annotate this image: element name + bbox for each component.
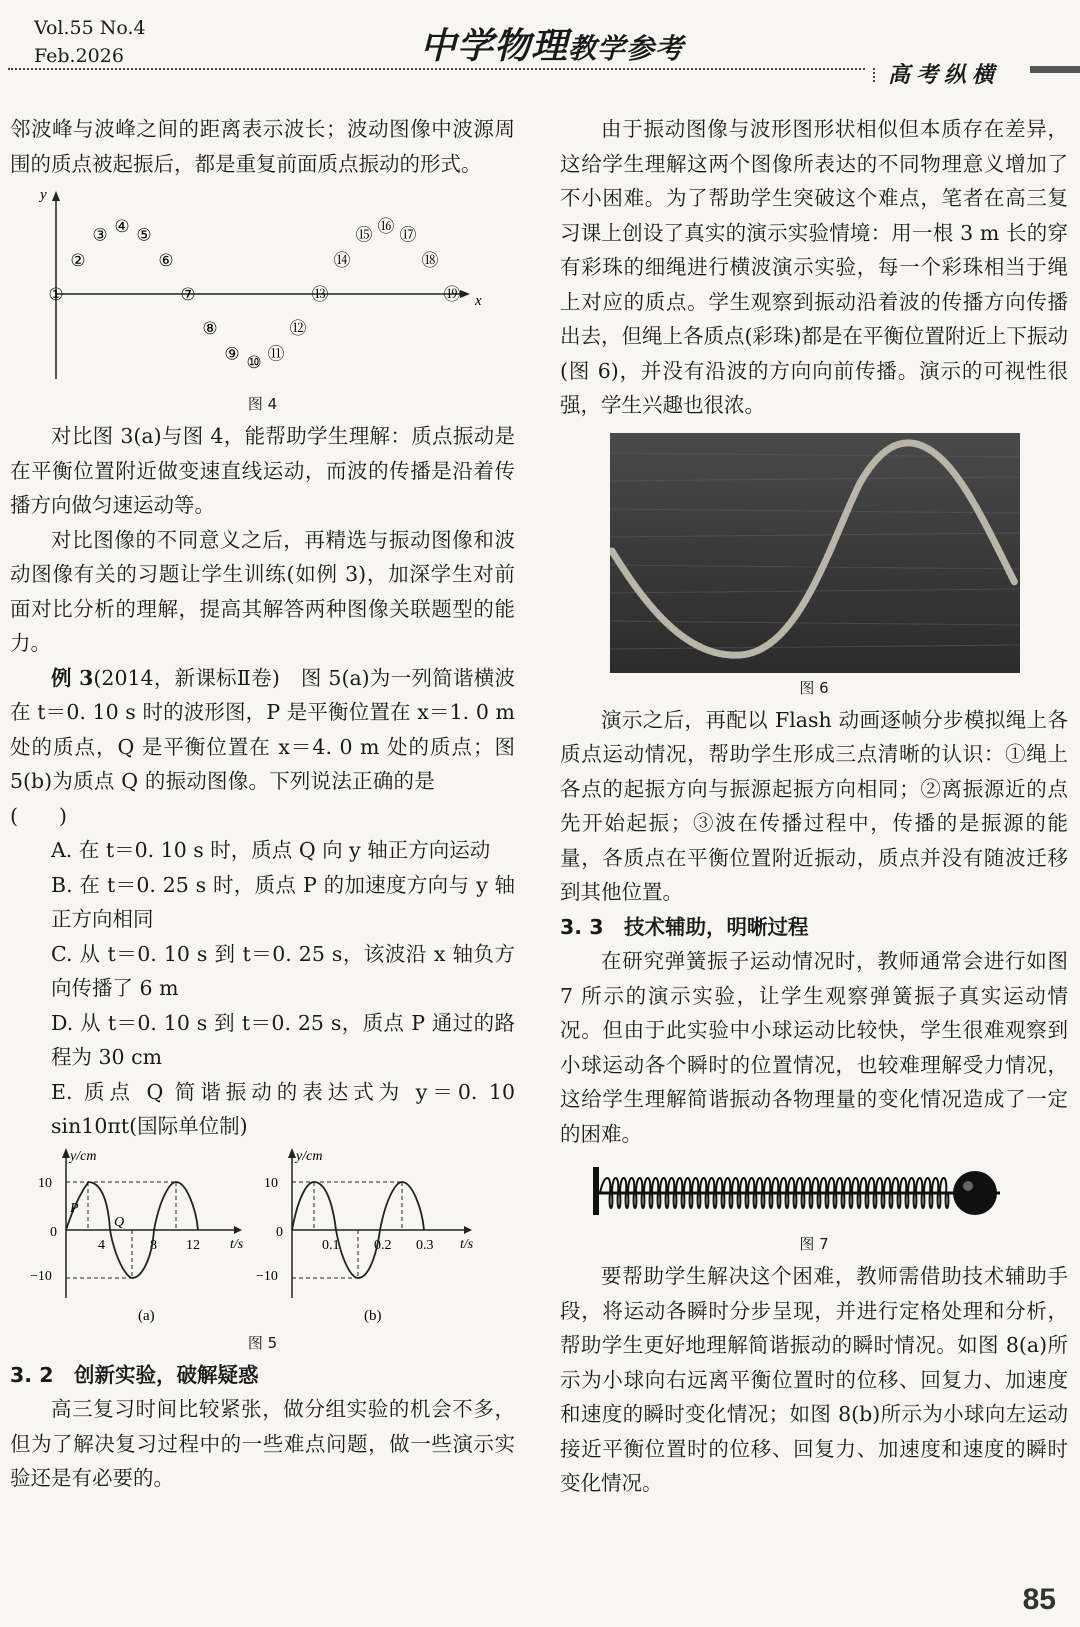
option-a: A. 在 t＝0. 10 s 时，质点 Q 向 y 轴正方向运动 <box>51 838 491 862</box>
fig4-particle: ⑲ <box>443 285 461 304</box>
section-bar <box>1030 66 1080 73</box>
fig4-particle: ④ <box>114 217 130 236</box>
figure-5 <box>30 1148 510 1328</box>
fig4-particle: ⑥ <box>158 251 174 270</box>
fig5a-point-p: P <box>70 1200 79 1216</box>
fig4-particle: ⑤ <box>136 225 152 245</box>
fig4-particle: ⑮ <box>355 225 373 245</box>
figure-7-caption: 图 7 <box>799 1235 829 1253</box>
fig4-particle: ② <box>70 251 86 270</box>
page-number: 85 <box>1022 1583 1056 1616</box>
fig4-particle: ① <box>48 285 64 304</box>
fig5b-xtick: 0.1 <box>322 1237 340 1253</box>
fig4-particle: ⑦ <box>180 285 196 304</box>
fig5a-xtick: 4 <box>98 1237 105 1253</box>
figure-6-caption: 图 6 <box>799 678 829 697</box>
section-heading-3-3: 3. 3 技术辅助，明晰过程 <box>560 914 809 939</box>
example-3 <box>10 661 515 834</box>
fig4-particle: ⑨ <box>224 344 240 364</box>
fig4-particle: ⑯ <box>377 217 395 236</box>
journal-title-main: 中学物理 <box>420 25 569 67</box>
fig4-particle: ⑫ <box>289 319 307 338</box>
fig5a-point-q: Q <box>114 1214 125 1230</box>
fig5b-ytick: 10 <box>264 1175 278 1191</box>
fig4-particle: ⑱ <box>421 251 439 270</box>
fig5b-label: (b) <box>364 1307 382 1324</box>
fig5a-xtick: 8 <box>150 1237 157 1253</box>
left-column <box>10 112 515 1496</box>
fig4-particle: ⑩ <box>246 353 262 372</box>
fig5a-label: (a) <box>138 1307 155 1324</box>
paragraph: 演示之后，再配以 Flash 动画逐帧分步模拟绳上各质点运动情况，帮助学生形成三点清晰的认识：①绳上各点的起振方向与振源起振方向相同；②离振源近的点先开始起振；③波在传播过程中，传播的是振源的能量，各质点在平衡位置附近振动，质点并没有随波迁移到其他位置。 <box>560 707 1068 904</box>
fig5a-xtick: 12 <box>186 1237 200 1253</box>
paragraph: 对比图像的不同意义之后，再精选与振动图像和波动图像有关的习题让学生训练(如例 3)，加深学生对前面对比分析的理解，提高其解答两种图像关联题型的能力。 <box>10 527 515 655</box>
photo-background <box>610 433 1020 673</box>
paragraph: 由于振动图像与波形图形状相似但本质存在差异，这给学生理解这两个图像所表达的不同物理意义增加了不小困难。为了帮助学生突破这个难点，笔者在高三复习课上创设了真实的演示实验情境：用一根 3 m 长的穿有彩珠的细绳进行横波演示实验，每一个彩珠相当于绳上对应的质点。学生观察到振动沿着波的传播方向传播出去，但绳上各质点(彩珠)都是在平衡位置附近上下振动(图 6)，并没有沿波的方向向前传播。演示的可视性很强，学生兴趣也很浓。 <box>560 117 1068 417</box>
fig5b-y-label: y/cm <box>296 1148 323 1164</box>
volume-number: Vol.55 No.4 <box>34 17 146 39</box>
fig5a-x-label: t/s <box>230 1236 244 1252</box>
fig4-particle: ③ <box>92 225 108 245</box>
fig5b-plot <box>256 1148 474 1324</box>
fig5a-ytick: 0 <box>50 1224 57 1240</box>
journal-title <box>420 18 684 69</box>
answer-blank: ( ) <box>10 803 67 828</box>
fig4-particle: ⑧ <box>202 319 218 338</box>
fig7-ball <box>953 1171 997 1215</box>
option-d: D. 从 t＝0. 10 s 到 t＝0. 25 s，质点 P 通过的路程为 30 cm <box>51 1010 515 1069</box>
fig5b-ytick: 0 <box>276 1224 283 1240</box>
figure-5-caption: 图 5 <box>247 1333 278 1352</box>
journal-title-sub: 教学参考 <box>568 32 685 65</box>
fig5a-plot <box>30 1148 244 1324</box>
fig5b-ytick: −10 <box>256 1268 278 1284</box>
paragraph: 邻波峰与波峰之间的距离表示波长；波动图像中波源周围的质点被起振后，都是重复前面质点振动的形式。 <box>10 117 515 176</box>
fig5a-y-label: y/cm <box>70 1148 97 1164</box>
paragraph: 高三复习时间比较紧张，做分组实验的机会不多，但为了解决复习过程中的一些难点问题，做一些演示实验还是有必要的。 <box>10 1397 515 1490</box>
paragraph: 对比图 3(a)与图 4，能帮助学生理解：质点振动是在平衡位置附近做变速直线运动，而波的传播是沿着传播方向做匀速运动等。 <box>10 424 515 517</box>
option-c: C. 从 t＝0. 10 s 到 t＝0. 25 s，该波沿 x 轴负方向传播了 6 m <box>51 941 515 1000</box>
fig5b-xtick: 0.2 <box>374 1237 392 1253</box>
figure-7 <box>590 1159 1010 1229</box>
figure-4 <box>20 189 490 389</box>
section-name: 高考纵横 <box>888 62 1001 88</box>
fig5a-ytick: −10 <box>30 1268 52 1284</box>
paragraph: 在研究弹簧振子运动情况时，教师通常会进行如图 7 所示的演示实验，让学生观察弹簧振子真实运动情况。但由于此实验中小球运动比较快，学生很难观察到小球运动各个瞬时的位置情况，也较难理解受力情况，这给学生理解简谐振动各物理量的变化情况造成了一定的困难。 <box>560 949 1068 1146</box>
right-column <box>560 112 1068 1501</box>
header-dotted-rule-end <box>865 68 875 82</box>
issue-info <box>34 14 146 70</box>
fig4-particle: ⑪ <box>267 344 285 364</box>
fig4-particle: ⑭ <box>333 251 351 270</box>
fig4-x-arrow <box>460 290 470 298</box>
figure-6-photo <box>610 433 1020 673</box>
fig4-x-label: x <box>475 293 482 309</box>
example-source: (2014，新课标Ⅱ卷) <box>93 665 280 690</box>
issue-date: Feb.2026 <box>34 45 124 67</box>
fig4-particle: ⑰ <box>399 225 417 245</box>
fig4-particle: ⑬ <box>311 285 329 304</box>
example-label: 例 3 <box>51 665 94 690</box>
figure-4-caption: 图 4 <box>247 395 278 413</box>
example-body: 图 5(a)为一列简谐横波在 t＝0. 10 s 时的波形图，P 是平衡位置在 x＝1. 0 m 处的质点，Q 是平衡位置在 x＝4. 0 m 处的质点；图 5(b)为质点 Q 的振动图像。下列说法正确的是 <box>10 665 515 793</box>
fig5b-x-label: t/s <box>460 1236 474 1252</box>
fig4-y-arrow <box>52 191 60 201</box>
paragraph: 要帮助学生解决这个困难，教师需借助技术辅助手段，将运动各瞬时分步呈现，并进行定格处理和分析，帮助学生更好地理解简谐振动的瞬时情况。如图 8(a)所示为小球向右远离平衡位置时的位移、回复力、加速度和速度的瞬时变化情况；如图 8(b)所示为小球向左运动接近平衡位置时的位移、回复力、加速度和速度的瞬时变化情况。 <box>560 1264 1068 1495</box>
option-b: B. 在 t＝0. 25 s 时，质点 P 的加速度方向与 y 轴正方向相同 <box>51 872 515 931</box>
section-heading-3-2: 3. 2 创新实验，破解疑惑 <box>10 1362 259 1387</box>
header-dotted-rule <box>8 68 865 70</box>
fig4-y-label: y <box>40 189 47 203</box>
fig5b-xtick: 0.3 <box>416 1237 434 1253</box>
option-e: E. 质点 Q 简谐振动的表达式为 y＝0. 10 sin10πt(国际单位制) <box>51 1079 515 1138</box>
fig5a-ytick: 10 <box>38 1175 52 1191</box>
